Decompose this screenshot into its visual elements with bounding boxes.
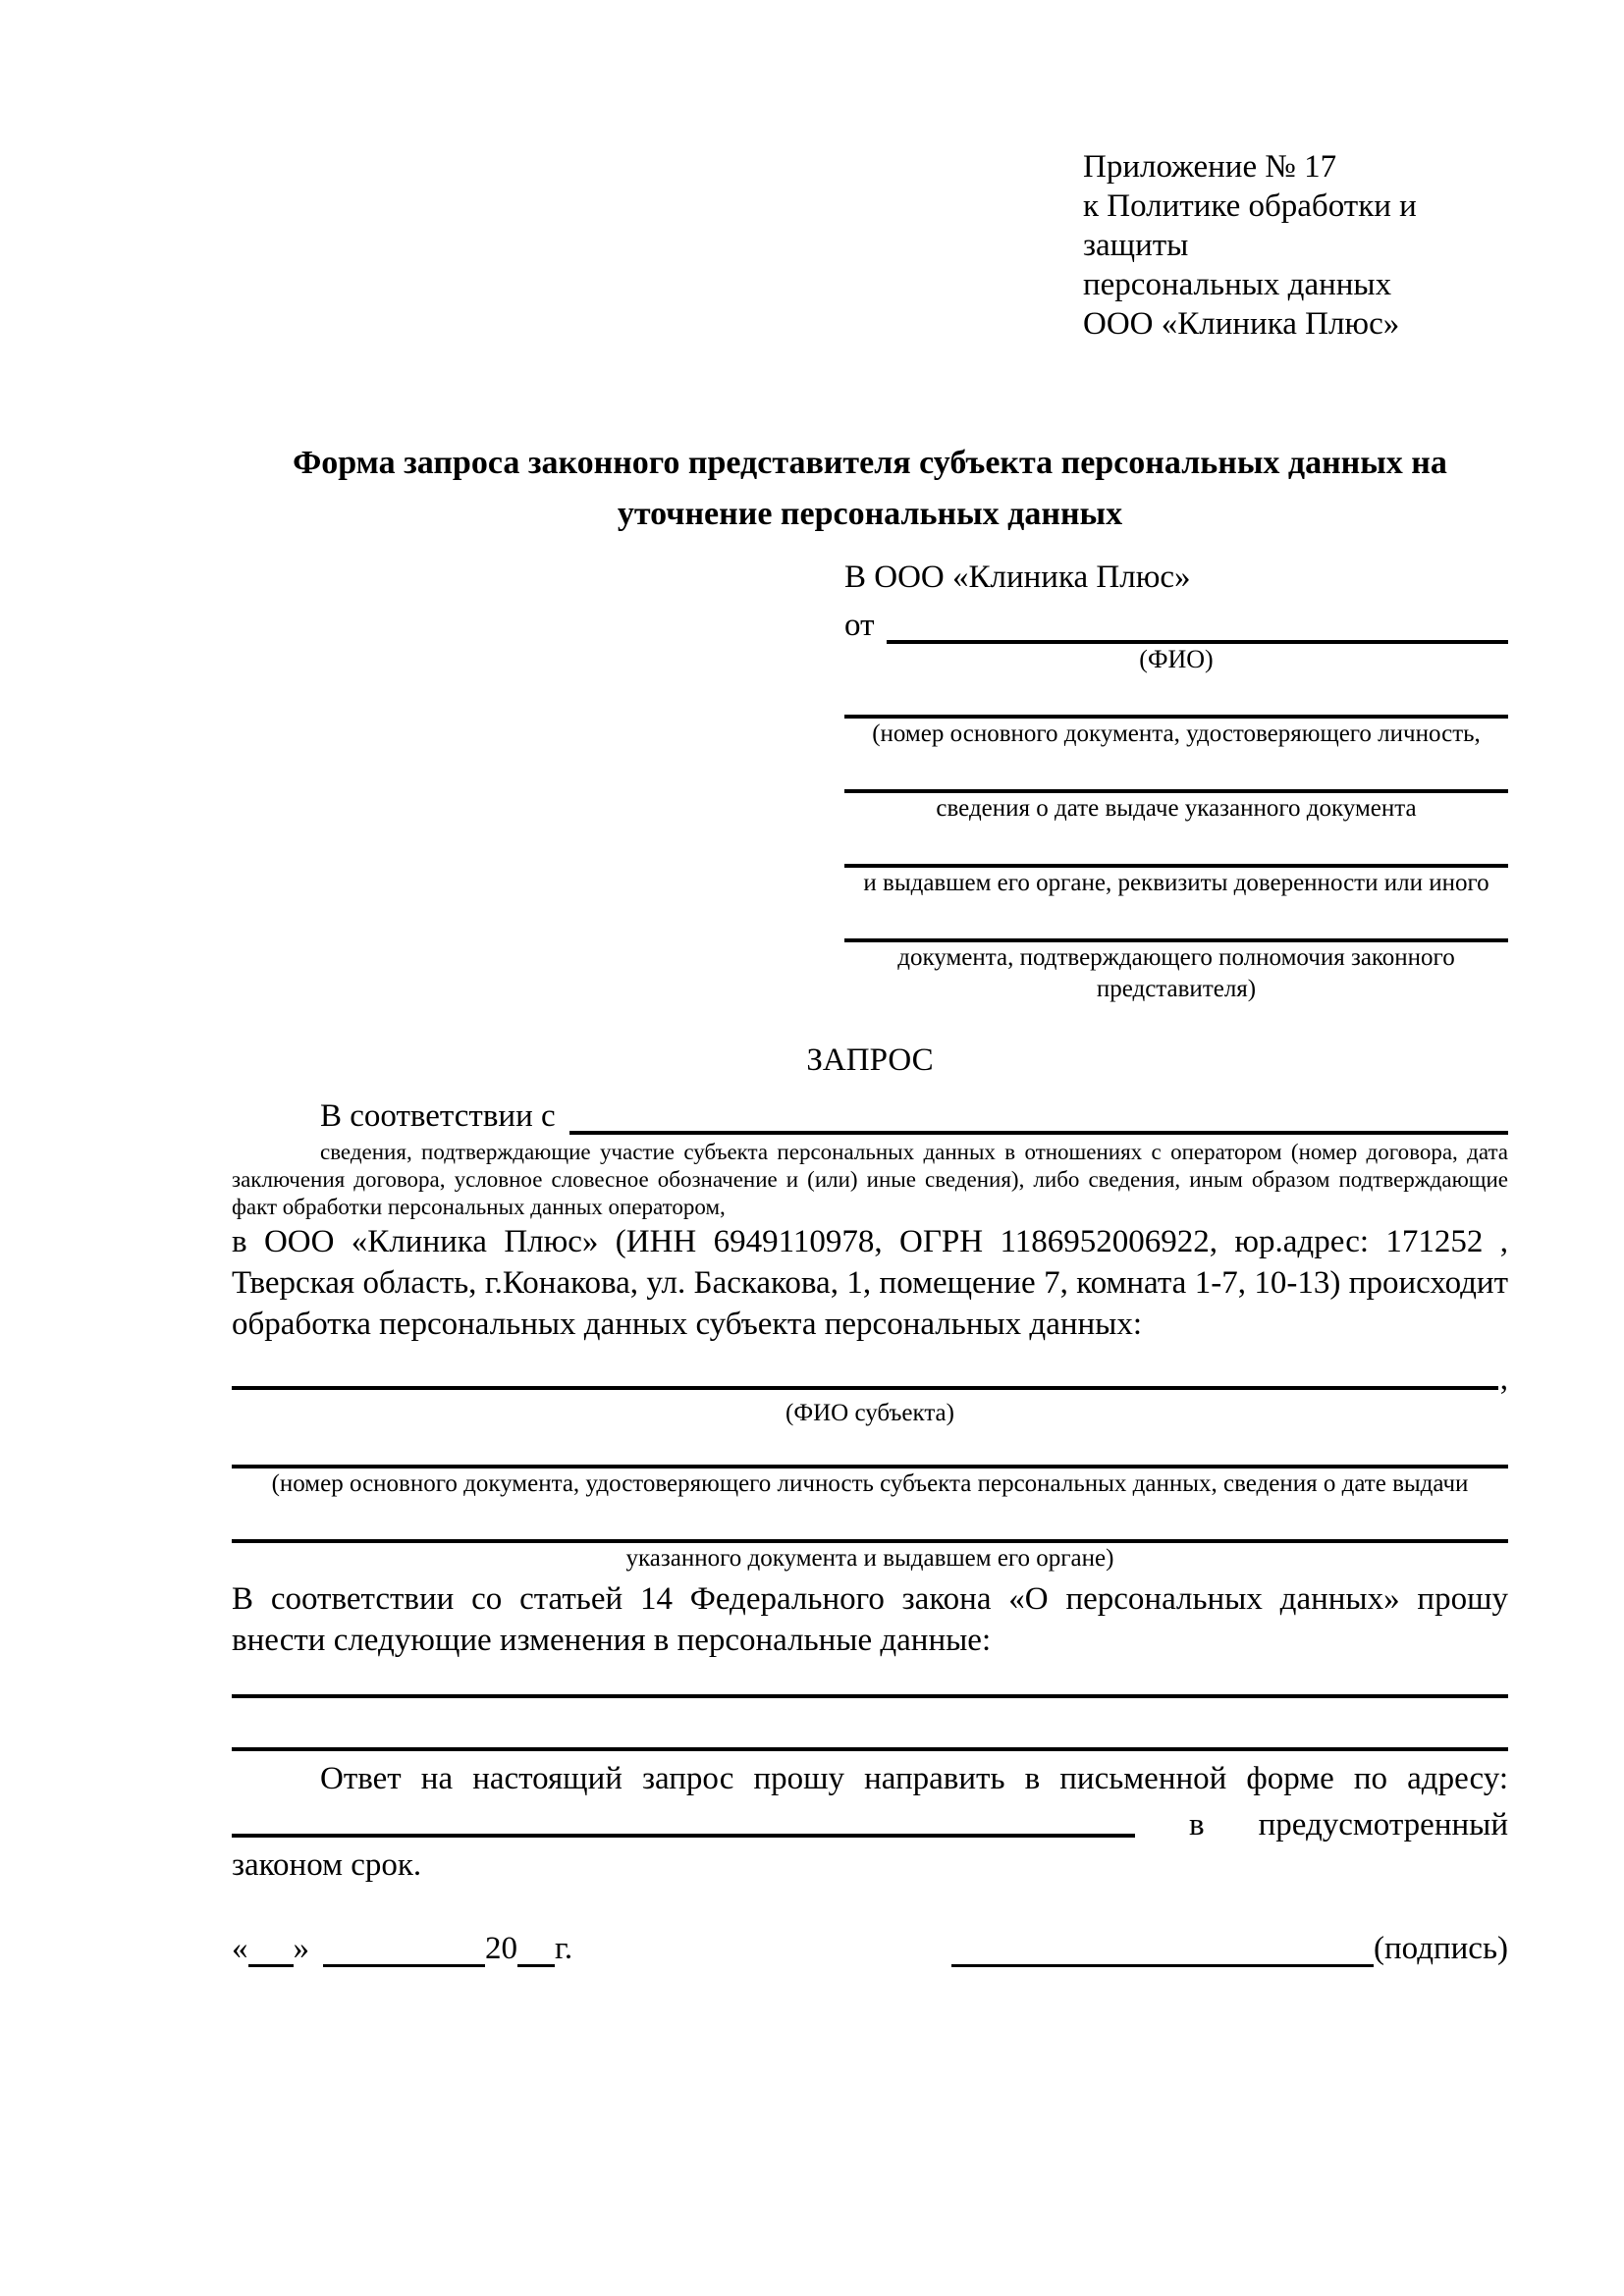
date-signature-row — [232, 1922, 1508, 1967]
quote-close: » — [293, 1931, 309, 1966]
blank-line — [232, 1747, 1508, 1751]
recipient-organization: В ООО «Клиника Плюс» — [844, 560, 1191, 595]
blank-line-caption: и выдавшем его органе, реквизиты доверенности или иного — [863, 870, 1489, 896]
month-blank — [323, 1931, 485, 1967]
subject-doc-caption-bottom: указанного документа и выдавшем его органе) — [625, 1545, 1114, 1572]
intro-row — [232, 1092, 1508, 1135]
reply-word-predusmotrenny: предусмотренный — [1258, 1807, 1508, 1842]
blank-line-caption: документа, подтверждающего полномочия законного представителя) — [897, 944, 1455, 1002]
appendix-policy-line-2: персональных данных — [1083, 267, 1392, 302]
representative-doc-group — [844, 938, 1508, 1005]
year-prefix: 20 — [485, 1931, 517, 1966]
from-label: от — [844, 608, 875, 643]
appendix-policy-line: к Политике обработки и защиты — [1083, 188, 1417, 263]
signature-field — [951, 1931, 1508, 1967]
subject-doc-caption-top: (номер основного документа, удостоверяющего личность субъекта персональных данных, сведения о дате выдачи — [271, 1470, 1469, 1497]
from-row — [844, 603, 1508, 644]
date-field — [232, 1931, 572, 1967]
blank-line-caption: сведения о дате выдаче указанного документа — [936, 795, 1417, 822]
reply-word-v: в — [1189, 1807, 1205, 1842]
operator-paragraph: в ООО «Клиника Плюс» (ИНН 6949110978, ОГРН 1186952006922, юр.адрес: 171252 , Тверская область, г.Конакова, ул. Баскакова, 1, помещение 7, комната 1-7, 10-13) происходит обработка персональных данных субъекта персональных данных: — [232, 1224, 1508, 1342]
year-suffix: г. — [555, 1931, 573, 1966]
page-title: Форма запроса законного представителя субъекта персональных данных на уточнение персональных данных — [293, 445, 1447, 532]
subject-fio-row — [232, 1355, 1508, 1398]
request-heading: ЗАПРОС — [806, 1042, 934, 1078]
reply-closing: законом срок. — [232, 1847, 422, 1883]
amendment-paragraph: В соответствии со статьей 14 Федерального закона «О персональных данных» прошу внести следующие изменения в персональные данные: — [232, 1581, 1508, 1658]
appendix-header — [1083, 147, 1508, 344]
day-blank — [248, 1931, 294, 1967]
blank-line — [232, 1834, 1135, 1838]
reply-sentence: Ответ на настоящий запрос прошу направить в письменной форме по адресу: — [320, 1761, 1508, 1796]
appendix-organization: ООО «Клиника Плюс» — [1083, 306, 1400, 342]
representative-doc-group — [844, 789, 1508, 825]
blank-line — [232, 1694, 1508, 1698]
quote-open: « — [232, 1931, 248, 1966]
representative-doc-group — [844, 864, 1508, 899]
subject-fio-caption: (ФИО субъекта) — [785, 1400, 954, 1426]
blank-line-caption: (номер основного документа, удостоверяющего личность, — [872, 721, 1481, 747]
representative-doc-group — [844, 715, 1508, 750]
blank-line — [569, 1131, 1508, 1135]
subject-line-comma: , — [1499, 1362, 1508, 1397]
intro-footnote: сведения, подтверждающие участие субъекта персональных данных в отношениях с оператором (номер договора, дата заключения договора, условное словесное обозначение и (или) иные сведения), либо сведения, иным образом подтверждающие факт обработки персональных данных оператором, — [232, 1140, 1508, 1219]
fio-caption: (ФИО) — [1139, 645, 1214, 673]
intro-prefix: В соответствии с — [320, 1098, 556, 1134]
recipient-block — [844, 558, 1508, 1005]
appendix-number: Приложение № 17 — [1083, 149, 1337, 185]
signature-caption: (подпись) — [1374, 1931, 1508, 1966]
signature-blank — [951, 1931, 1374, 1967]
blank-line — [232, 1386, 1498, 1390]
year-blank — [517, 1931, 555, 1967]
reply-address-row — [232, 1800, 1508, 1843]
